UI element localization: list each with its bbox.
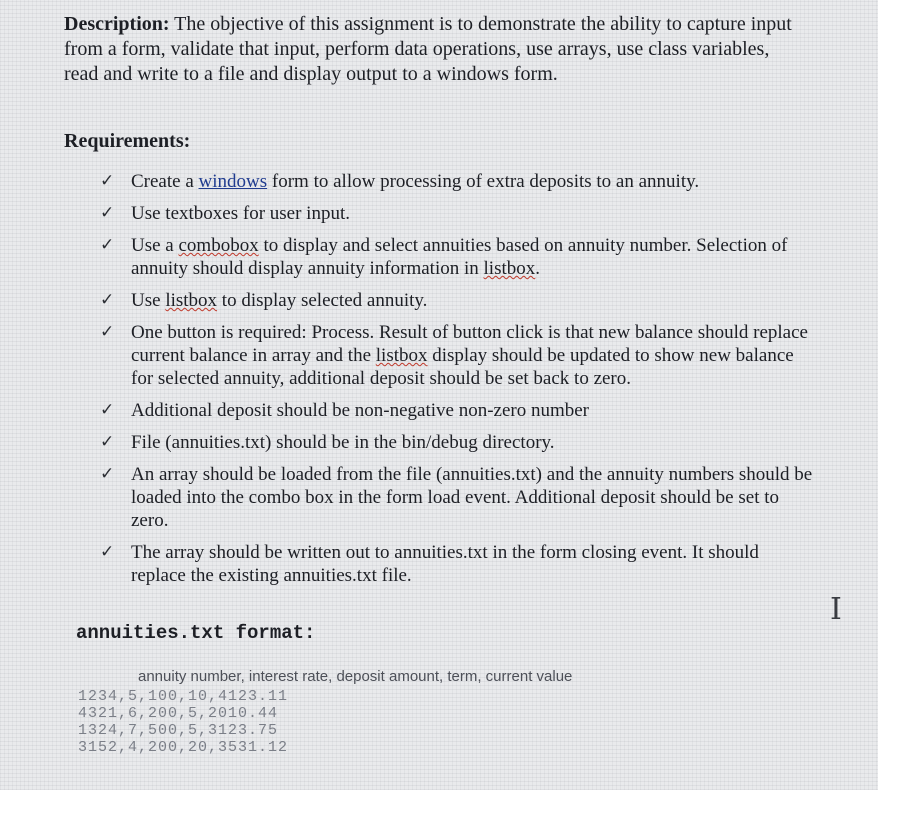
checkmark-icon: ✓ bbox=[100, 322, 115, 342]
format-line: 1234,5,100,10,4123.11 bbox=[78, 688, 289, 705]
combobox-spell-term: combobox bbox=[178, 235, 259, 256]
description-paragraph bbox=[64, 12, 804, 87]
checkmark-icon: ✓ bbox=[100, 171, 115, 191]
format-line: 3152,4,200,20,3531.12 bbox=[78, 739, 289, 756]
format-line: 4321,6,200,5,2010.44 bbox=[78, 705, 279, 722]
requirement-item: ✓ Additional deposit should be non-negative non-zero number bbox=[100, 400, 590, 421]
listbox-spell-term: listbox bbox=[375, 345, 428, 366]
requirements-heading: Requirements: bbox=[64, 130, 191, 152]
checkmark-icon: ✓ bbox=[100, 542, 115, 562]
checkmark-icon: ✓ bbox=[100, 235, 115, 255]
listbox-spell-term: listbox bbox=[165, 290, 218, 311]
checkmark-icon: ✓ bbox=[100, 203, 115, 223]
requirement-item: ✓ Use listbox to display selected annuity. bbox=[100, 290, 428, 311]
checkmark-icon: ✓ bbox=[100, 290, 115, 310]
requirement-item: ✓ File (annuities.txt) should be in the bin/debug directory. bbox=[100, 432, 555, 453]
format-sample-lines bbox=[78, 688, 288, 756]
requirement-item: ✓ Create a windows form to allow processing of extra deposits to an annuity. bbox=[100, 171, 700, 192]
requirement-item: ✓ The array should be written out to annuities.txt in the form closing event. It should replace the existing annuities.txt file. bbox=[100, 542, 759, 586]
description-label: Description: bbox=[64, 13, 170, 35]
requirement-item: ✓ An array should be loaded from the file (annuities.txt) and the annuity numbers should be loaded into the combo box in the form load event. Additional deposit should be set to zero. bbox=[100, 464, 813, 531]
text-cursor-icon: I bbox=[830, 592, 842, 627]
checkmark-icon: ✓ bbox=[100, 464, 115, 484]
requirements-list bbox=[96, 170, 816, 596]
checkmark-icon: ✓ bbox=[100, 400, 115, 420]
format-line: 1324,7,500,5,3123.75 bbox=[78, 722, 279, 739]
requirement-item: ✓ Use a combobox to display and select annuities based on annuity number. Selection of annuity should display annuity information in listbox. bbox=[100, 235, 788, 279]
format-heading: annuities.txt format: bbox=[76, 622, 316, 644]
checkmark-icon: ✓ bbox=[100, 432, 115, 452]
listbox-spell-term: listbox bbox=[483, 258, 536, 279]
windows-link[interactable]: windows bbox=[198, 171, 268, 192]
requirement-item: ✓ Use textboxes for user input. bbox=[100, 203, 350, 224]
format-caption: annuity number, interest rate, deposit amount, term, current value bbox=[138, 668, 573, 685]
description-text: The objective of this assignment is to demonstrate the ability to capture input from a form, validate that input, perform data operations, use arrays, use class variables, read and write to a file and display output to a windows form. bbox=[64, 13, 792, 85]
requirement-item: ✓ One button is required: Process. Result of button click is that new balance should replace current balance in array and the listbox display should be updated to show new balance for selected annuity, additional deposit should be set back to zero. bbox=[100, 322, 808, 389]
